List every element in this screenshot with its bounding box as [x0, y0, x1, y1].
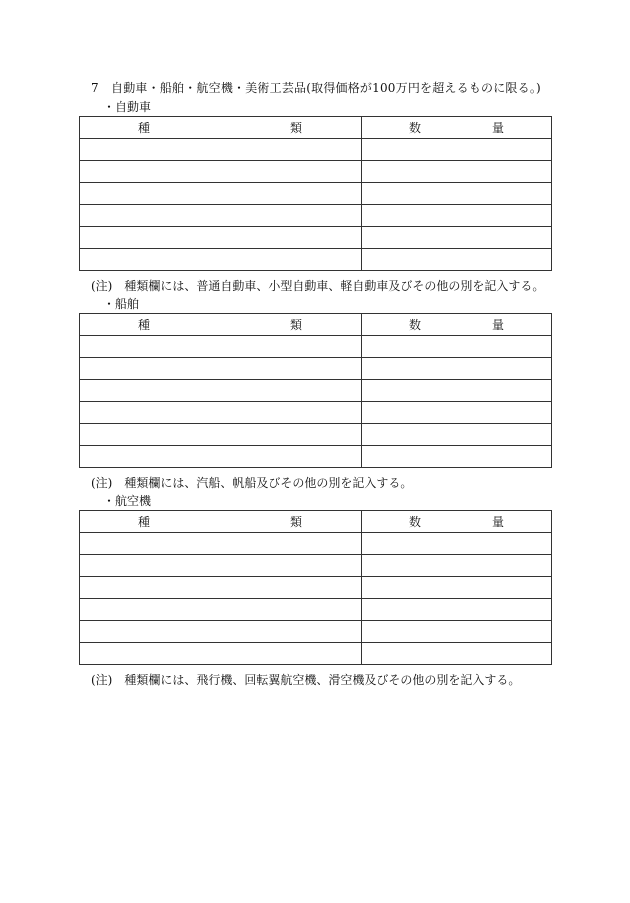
table-header-row	[80, 314, 552, 336]
table-row	[80, 577, 552, 599]
kind-header-char-2: 類	[290, 515, 303, 529]
quantity-header-char-1: 数	[409, 318, 422, 332]
quantity-cell[interactable]	[362, 161, 552, 183]
quantity-cell[interactable]	[362, 380, 552, 402]
aircraft-table	[79, 510, 552, 665]
kind-cell[interactable]	[80, 336, 362, 358]
quantity-header	[362, 314, 552, 336]
quantity-header	[362, 117, 552, 139]
automobile-subtitle: ・自動車	[103, 100, 152, 114]
aircraft-note: (注) 種類欄には、飛行機、回転翼航空機、滑空機及びその他の別を記入する。	[91, 673, 521, 687]
kind-cell[interactable]	[80, 533, 362, 555]
kind-cell[interactable]	[80, 139, 362, 161]
quantity-cell[interactable]	[362, 336, 552, 358]
quantity-cell[interactable]	[362, 139, 552, 161]
quantity-cell[interactable]	[362, 205, 552, 227]
kind-header-char-1: 種	[138, 318, 151, 332]
quantity-cell[interactable]	[362, 577, 552, 599]
kind-cell[interactable]	[80, 555, 362, 577]
automobile-table	[79, 116, 552, 271]
kind-cell[interactable]	[80, 161, 362, 183]
kind-header-char-1: 種	[138, 121, 151, 135]
kind-cell[interactable]	[80, 227, 362, 249]
ship-note: (注) 種類欄には、汽船、帆船及びその他の別を記入する。	[91, 476, 413, 490]
kind-header	[80, 511, 362, 533]
kind-cell[interactable]	[80, 402, 362, 424]
quantity-cell[interactable]	[362, 643, 552, 665]
quantity-cell[interactable]	[362, 599, 552, 621]
quantity-header-char-2: 量	[492, 121, 505, 135]
quantity-header-char-1: 数	[409, 121, 422, 135]
kind-cell[interactable]	[80, 380, 362, 402]
quantity-header	[362, 511, 552, 533]
kind-header	[80, 314, 362, 336]
table-row	[80, 205, 552, 227]
quantity-cell[interactable]	[362, 227, 552, 249]
kind-header-char-1: 種	[138, 515, 151, 529]
kind-cell[interactable]	[80, 446, 362, 468]
table-row	[80, 533, 552, 555]
table-row	[80, 446, 552, 468]
kind-cell[interactable]	[80, 577, 362, 599]
kind-header	[80, 117, 362, 139]
table-row	[80, 643, 552, 665]
quantity-cell[interactable]	[362, 533, 552, 555]
ship-table	[79, 313, 552, 468]
quantity-header-char-2: 量	[492, 515, 505, 529]
table-row	[80, 555, 552, 577]
quantity-cell[interactable]	[362, 183, 552, 205]
table-row	[80, 227, 552, 249]
automobile-note: (注) 種類欄には、普通自動車、小型自動車、軽自動車及びその他の別を記入する。	[91, 279, 545, 293]
quantity-cell[interactable]	[362, 424, 552, 446]
table-header-row	[80, 511, 552, 533]
table-row	[80, 424, 552, 446]
quantity-cell[interactable]	[362, 402, 552, 424]
kind-cell[interactable]	[80, 643, 362, 665]
table-row	[80, 599, 552, 621]
table-row	[80, 183, 552, 205]
quantity-header-char-1: 数	[409, 515, 422, 529]
table-row	[80, 402, 552, 424]
kind-cell[interactable]	[80, 205, 362, 227]
quantity-cell[interactable]	[362, 446, 552, 468]
kind-cell[interactable]	[80, 183, 362, 205]
table-row	[80, 380, 552, 402]
quantity-cell[interactable]	[362, 555, 552, 577]
section-heading: 7 自動車・船舶・航空機・美術工芸品(取得価格が100万円を超えるものに限る。)	[91, 81, 541, 95]
quantity-cell[interactable]	[362, 249, 552, 271]
table-header-row	[80, 117, 552, 139]
aircraft-subtitle: ・航空機	[103, 494, 152, 508]
table-row	[80, 139, 552, 161]
ship-subtitle: ・船舶	[103, 297, 140, 311]
table-row	[80, 358, 552, 380]
kind-header-char-2: 類	[290, 121, 303, 135]
kind-cell[interactable]	[80, 621, 362, 643]
table-row	[80, 621, 552, 643]
kind-cell[interactable]	[80, 358, 362, 380]
kind-cell[interactable]	[80, 599, 362, 621]
kind-cell[interactable]	[80, 424, 362, 446]
quantity-cell[interactable]	[362, 358, 552, 380]
table-row	[80, 336, 552, 358]
quantity-cell[interactable]	[362, 621, 552, 643]
table-row	[80, 161, 552, 183]
quantity-header-char-2: 量	[492, 318, 505, 332]
table-row	[80, 249, 552, 271]
kind-cell[interactable]	[80, 249, 362, 271]
kind-header-char-2: 類	[290, 318, 303, 332]
